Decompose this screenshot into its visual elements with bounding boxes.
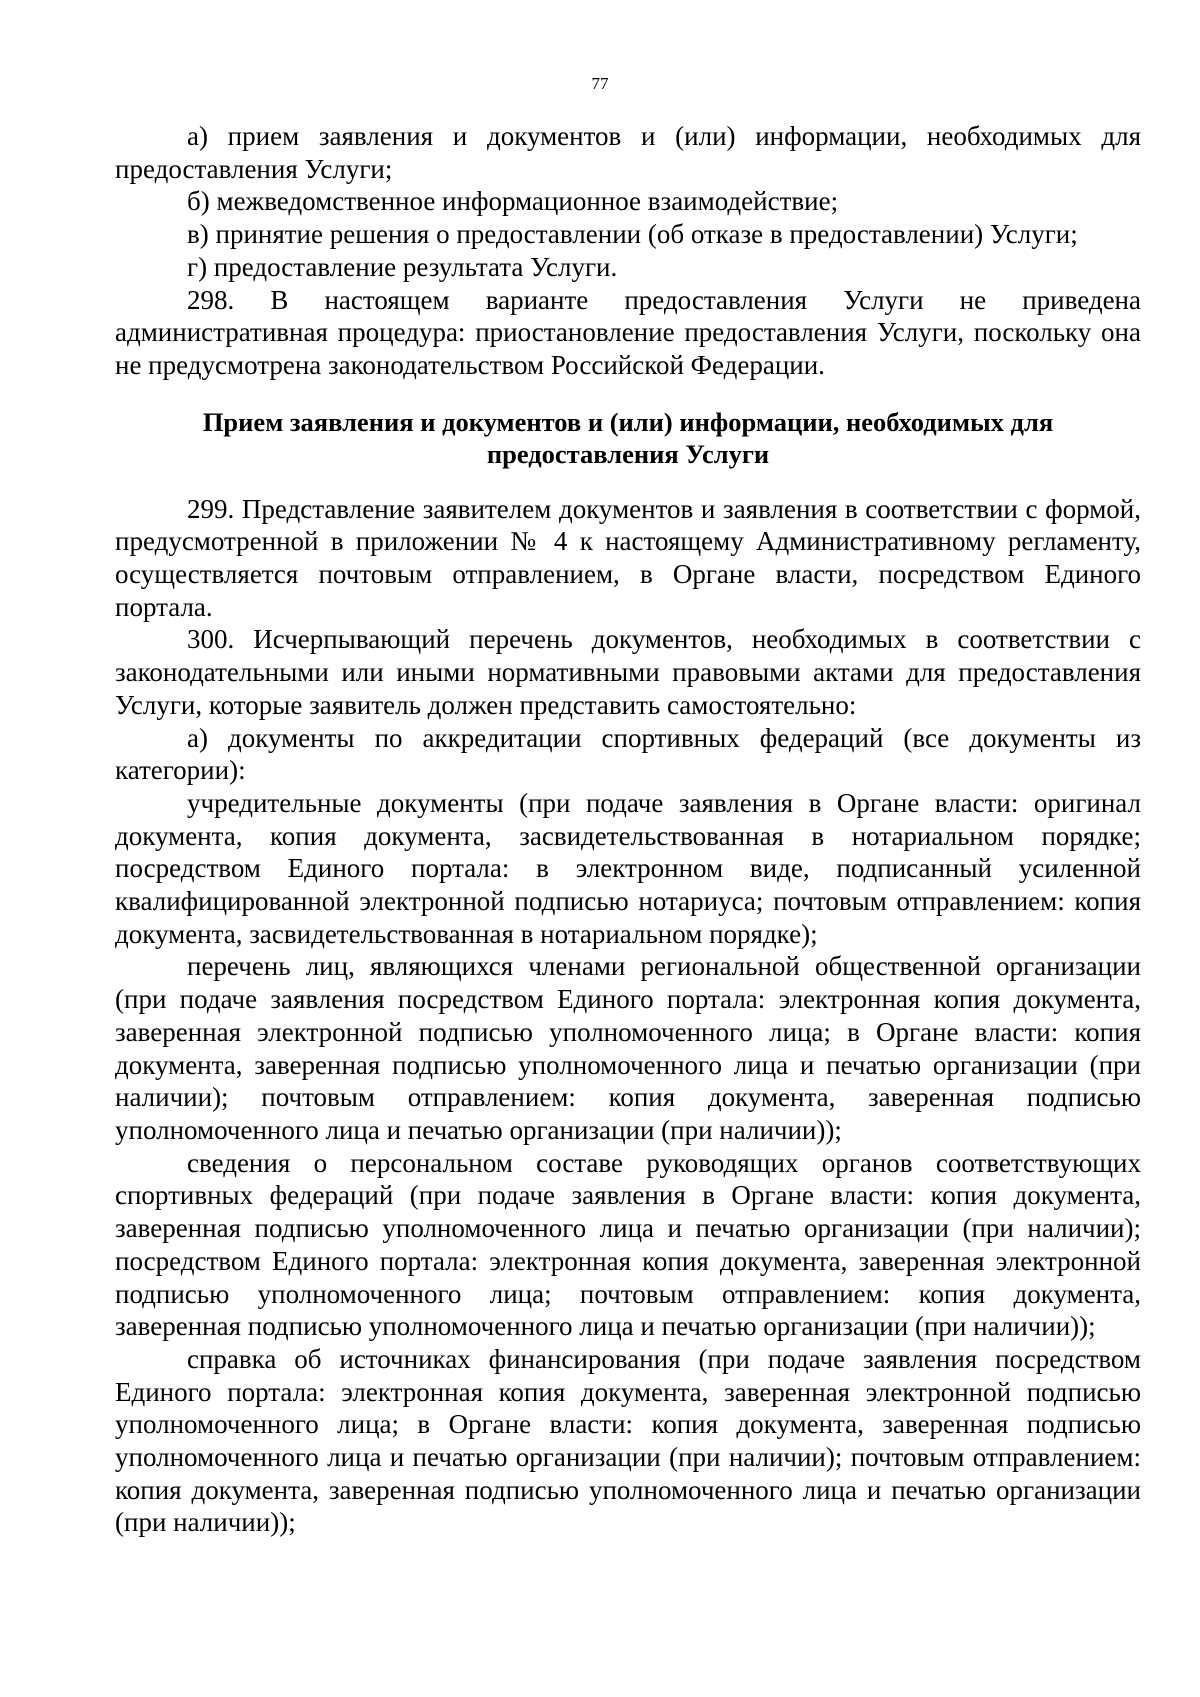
paragraph-300: 300. Исчерпывающий перечень документов, необходимых в соответствии с законодательными или иными нормативными правовыми актами для предоставления Услуги, которые заявитель должен представить самостоятельно: [115, 624, 1141, 720]
page-number: 77 [591, 74, 609, 93]
page-content [115, 120, 1141, 1539]
paragraph-item-a: а) прием заявления и документов и (или) информации, необходимых для предоставления Услуги; [115, 121, 1141, 184]
paragraph-financing-sources: справка об источниках финансирования (при подаче заявления посредством Единого портала: электронная копия документа, заверенная электронной подписью уполномоченного лица; в Органе власти: копия документа, заверенная подписью уполномоченного лица и печатью организации (при наличии); почтовым отправлением: копия документа, заверенная подписью уполномоченного лица и печатью организации (при наличии)); [115, 1343, 1141, 1538]
paragraph-founding-documents: учредительные документы (при подаче заявления в Органе власти: оригинал документа, копия документа, засвидетельствованная в нотариальном порядке; посредством Единого портала: в электронном виде, подписанный усиленной квалифицированной электронной подписью нотариуса; почтовым отправлением: копия документа, засвидетельствованная в нотариальном порядке); [115, 787, 1141, 949]
paragraph-governing-bodies: сведения о персональном составе руководящих органов соответствующих спортивных федераций (при подаче заявления в Органе власти: копия документа, заверенная подписью уполномоченного лица и печатью организации (при наличии); посредством Единого портала: электронная копия документа, заверенная электронной подписью уполномоченного лица; почтовым отправлением: копия документа, заверенная подписью уполномоченного лица и печатью организации (при наличии)); [115, 1147, 1141, 1342]
section-heading: Прием заявления и документов и (или) информации, необходимых для предоставления Услуги [202, 406, 1054, 469]
paragraph-298: 298. В настоящем варианте предоставления Услуги не приведена административная процедура: приостановление предоставления Услуги, поскольку она не предусмотрена законодательством Российской Федерации. [115, 284, 1141, 380]
paragraph-299: 299. Представление заявителем документов и заявления в соответствии с формой, предусмотренной в приложении № 4 к настоящему Административному регламенту, осуществляется почтовым отправлением, в Органе власти, посредством Единого портала. [115, 493, 1141, 622]
paragraph-members-list: перечень лиц, являющихся членами региональной общественной организации (при подаче заявления посредством Единого портала: электронная копия документа, заверенная электронной подписью уполномоченного лица; в Органе власти: копия документа, заверенная подписью уполномоченного лица и печатью организации (при наличии); почтовым отправлением: копия документа, заверенная подписью уполномоченного лица и печатью организации (при наличии)); [115, 951, 1141, 1145]
paragraph-item-v: в) принятие решения о предоставлении (об отказе в предоставлении) Услуги; [187, 219, 1078, 250]
paragraph-300-item-a: а) документы по аккредитации спортивных федераций (все документы из категории): [115, 722, 1141, 786]
paragraph-item-g: г) предоставление результата Услуги. [187, 251, 618, 282]
paragraph-item-b: б) межведомственное информационное взаимодействие; [187, 186, 839, 217]
